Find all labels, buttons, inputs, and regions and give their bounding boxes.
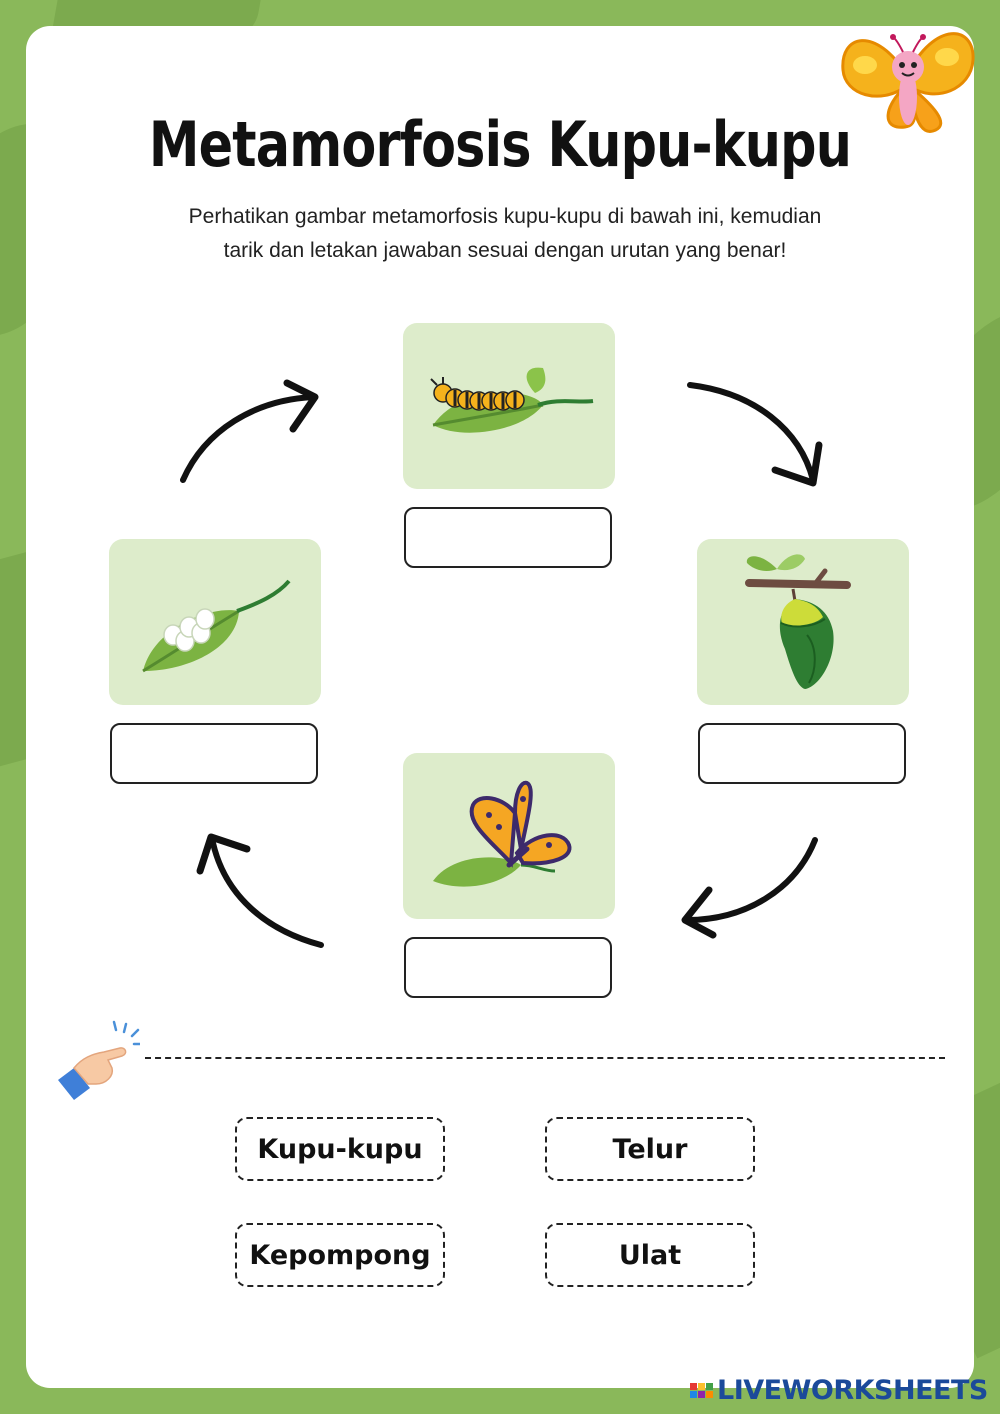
eggs-on-leaf-icon — [109, 539, 321, 705]
brand-name: LIVEWORKSHEETS — [717, 1374, 988, 1406]
answer-dropzone-chrysalis[interactable] — [698, 723, 906, 784]
chrysalis-on-branch-icon — [697, 539, 909, 705]
cycle-arrow-bottom-right-icon — [675, 835, 825, 945]
pointing-hand-icon — [52, 1018, 140, 1102]
answer-dropzone-butterfly[interactable] — [404, 937, 612, 998]
stage-image-tile-eggs — [109, 539, 321, 705]
cycle-arrow-bottom-left-icon — [195, 825, 330, 955]
liveworksheets-brand — [690, 1374, 988, 1406]
caterpillar-body — [431, 377, 524, 410]
stage-image-tile-caterpillar — [403, 323, 615, 489]
stage-image-tile-butterfly — [403, 753, 615, 919]
caterpillar-on-leaf-icon — [403, 323, 615, 489]
instructions — [100, 200, 910, 268]
answer-choice-kupu-kupu[interactable]: Kupu-kupu — [235, 1117, 445, 1181]
separator-dashed-line — [145, 1057, 945, 1059]
page-title: Metamorfosis Kupu-kupu — [148, 108, 852, 181]
answer-choice-ulat[interactable]: Ulat — [545, 1223, 755, 1287]
stage-image-tile-chrysalis — [697, 539, 909, 705]
instructions-line-2: tarik dan letakan jawaban sesuai dengan urutan yang benar! — [223, 239, 787, 262]
cycle-arrow-top-left-icon — [175, 375, 325, 490]
instructions-line-1: Perhatikan gambar metamorfosis kupu-kupu di bawah ini, kemudian — [188, 205, 822, 228]
answer-dropzone-eggs[interactable] — [110, 723, 318, 784]
answer-choice-telur[interactable]: Telur — [545, 1117, 755, 1181]
cycle-arrow-top-right-icon — [685, 375, 830, 495]
butterfly-on-leaf-icon — [403, 753, 615, 919]
answer-choice-kepompong[interactable]: Kepompong — [235, 1223, 445, 1287]
liveworksheets-logo-icon — [690, 1383, 713, 1398]
answer-dropzone-caterpillar[interactable] — [404, 507, 612, 568]
